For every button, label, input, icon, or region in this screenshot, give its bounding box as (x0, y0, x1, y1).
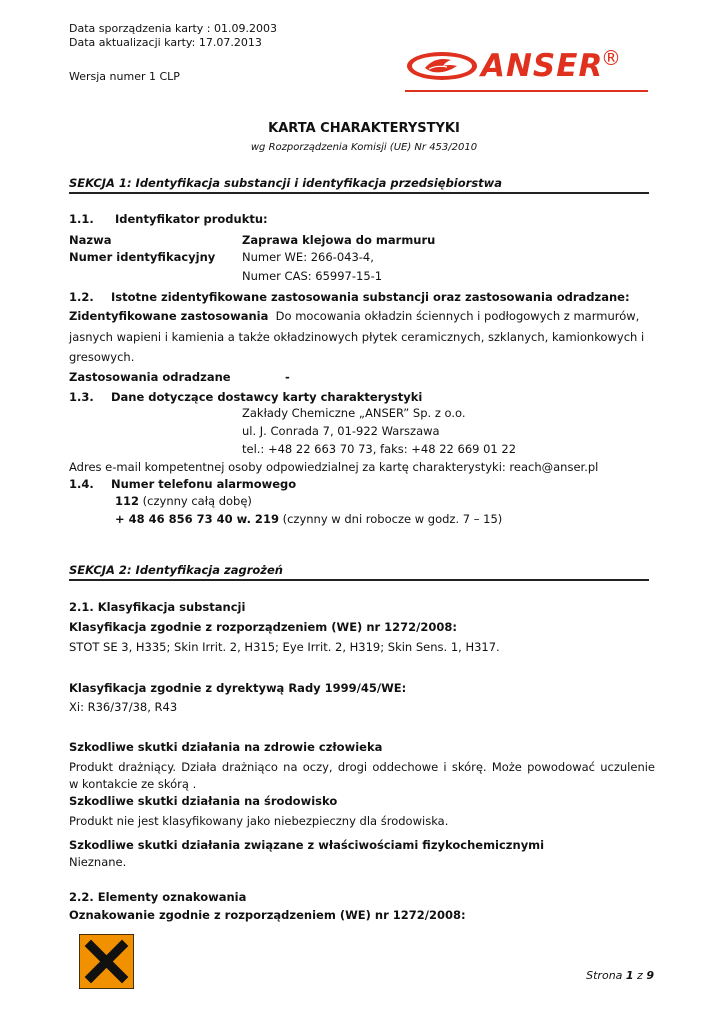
section-1-4-title: Numer telefonu alarmowego (111, 477, 297, 491)
creation-date: Data sporządzenia karty : 01.09.2003 (69, 22, 277, 35)
logo-text: ANSER (481, 48, 604, 84)
discouraged-uses-value: - (285, 370, 290, 384)
physchem-effects-title: Szkodliwe skutki działania związane z właściwościami fizykochemicznymi (69, 838, 545, 852)
ec-number: Numer WE: 266-043-4, (242, 250, 374, 264)
document-subtitle: wg Rozporządzenia Komisji (UE) Nr 453/2010 (250, 142, 478, 153)
identified-uses-line1: Do mocowania okładzin ściennych i podłogowych z marmurów, (275, 309, 640, 323)
environment-effects-title: Szkodliwe skutki działania na środowisko (69, 794, 338, 808)
clp-classification-value: STOT SE 3, H335; Skin Irrit. 2, H315; Eye Irrit. 2, H319; Skin Sens. 1, H317. (69, 640, 500, 654)
health-effects-title: Szkodliwe skutki działania na zdrowie człowieka (69, 740, 383, 754)
update-date: Data aktualizacji karty: 17.07.2013 (69, 36, 262, 49)
section-1-4-number: 1.4. (69, 477, 94, 491)
emergency-number-2-value: + 48 46 856 73 40 w. 219 (115, 512, 279, 526)
page-prefix: Strona (586, 969, 626, 982)
cas-number: Numer CAS: 65997-15-1 (242, 269, 383, 283)
supplier-name: Zakłady Chemiczne „ANSER” Sp. z o.o. (242, 406, 466, 420)
product-name-value: Zaprawa klejowa do marmuru (242, 233, 436, 247)
identified-uses (69, 309, 639, 323)
section2-rule (69, 579, 649, 581)
contact-email-line: Adres e-mail kompetentnej osoby odpowiedzialnej za kartę charakterystyki: reach@anser.pl (69, 460, 599, 474)
section2-heading: SEKCJA 2: Identyfikacja zagrożeń (69, 563, 283, 577)
version-number: Wersja numer 1 CLP (69, 70, 180, 83)
section-1-2-title: Istotne zidentyfikowane zastosowania substancji oraz zastosowania odradzane: (111, 290, 630, 304)
emergency-number-2-note: (czynny w dni robocze w godz. 7 – 15) (278, 512, 503, 526)
labelling-title: Oznakowanie zgodnie z rozporządzeniem (WE) nr 1272/2008: (69, 908, 466, 922)
section-2-1-title: 2.1. Klasyfikacja substancji (69, 600, 246, 614)
section-1-3-number: 1.3. (69, 390, 94, 404)
emergency-number-2 (115, 512, 502, 526)
registered-mark: ® (601, 46, 621, 70)
emergency-number-1 (115, 494, 252, 508)
clp-classification-title: Klasyfikacja zgodnie z rozporządzeniem (WE) nr 1272/2008: (69, 620, 457, 634)
page-current: 1 (625, 969, 634, 982)
identified-uses-label: Zidentyfikowane zastosowania (69, 309, 269, 323)
directive-classification-value: Xi: R36/37/38, R43 (69, 700, 178, 714)
section-1-1-title: Identyfikator produktu: (115, 212, 268, 226)
section-1-3-title: Dane dotyczące dostawcy karty charakterystyki (111, 390, 423, 404)
supplier-phone: tel.: +48 22 663 70 73, faks: +48 22 669 01 22 (242, 442, 517, 456)
page-number (586, 969, 654, 983)
section1-rule (69, 192, 649, 194)
emergency-number-1-note: (czynny całą dobę) (139, 494, 252, 508)
identified-uses-line2: jasnych wapieni i kamienia a także okładzinowych płytek ceramicznych, szklanych, kamionkowych i (69, 330, 645, 344)
product-name-label: Nazwa (69, 233, 112, 247)
section1-heading: SEKCJA 1: Identyfikacja substancji i identyfikacja przedsiębiorstwa (69, 176, 503, 190)
header-rule (405, 90, 648, 92)
section-2-2-title: 2.2. Elementy oznakowania (69, 890, 247, 904)
supplier-address: ul. J. Conrada 7, 01-922 Warszawa (242, 424, 440, 438)
health-effects-line1: Produkt drażniący. Działa drażniąco na oczy, drogi oddechowe i skórę. Może powodować uczulenie (69, 760, 655, 774)
directive-classification-title: Klasyfikacja zgodnie z dyrektywą Rady 1999/45/WE: (69, 681, 407, 695)
discouraged-uses-label: Zastosowania odradzane (69, 370, 231, 384)
physchem-effects-value: Nieznane. (69, 855, 127, 869)
health-effects-line2: w kontakcie ze skórą . (69, 777, 197, 791)
emergency-number-1-value: 112 (115, 494, 140, 508)
identified-uses-line3: gresowych. (69, 350, 135, 364)
page-separator: z (633, 969, 647, 982)
page-total: 9 (646, 969, 654, 982)
document-title: KARTA CHARAKTERYSTYKI (268, 121, 460, 136)
anser-logo (405, 44, 625, 88)
identifier-label: Numer identyfikacyjny (69, 250, 216, 264)
section-1-2-number: 1.2. (69, 290, 94, 304)
hazard-pictogram (79, 934, 134, 989)
environment-effects-value: Produkt nie jest klasyfikowany jako niebezpieczny dla środowiska. (69, 814, 449, 828)
irritant-cross-icon (79, 934, 134, 989)
section-1-1-number: 1.1. (69, 212, 94, 226)
